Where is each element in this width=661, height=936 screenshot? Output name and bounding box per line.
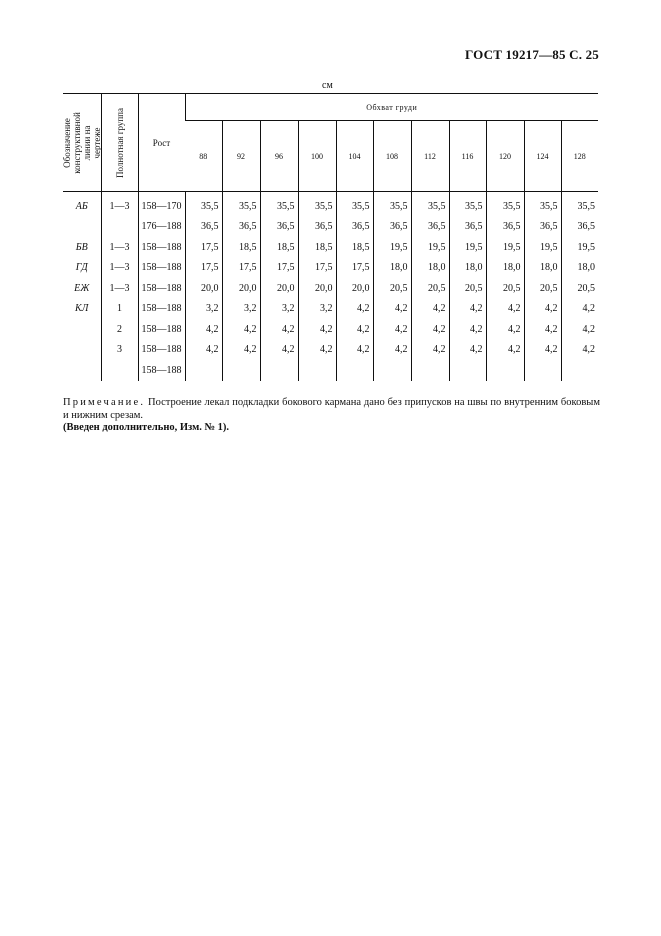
amendment: (Введен дополнительно, Изм. № 1).	[63, 422, 230, 433]
header-size: 92	[222, 121, 260, 192]
cell-value: 4,2	[373, 299, 411, 320]
cell-value	[449, 360, 486, 381]
cell-group	[101, 360, 138, 381]
cell-value: 4,2	[260, 319, 298, 340]
cell-height: 158—188	[138, 299, 185, 320]
note	[63, 396, 600, 422]
cell-value: 20,5	[449, 278, 486, 299]
cell-value: 4,2	[373, 319, 411, 340]
cell-height: 158—188	[138, 278, 185, 299]
cell-value: 3,2	[222, 299, 260, 320]
cell-value: 36,5	[185, 217, 222, 238]
cell-value: 35,5	[449, 192, 486, 217]
cell-value: 19,5	[411, 237, 449, 258]
table-body	[63, 192, 598, 381]
header-size: 124	[524, 121, 561, 192]
cell-value: 4,2	[561, 299, 598, 320]
unit-label: см	[322, 80, 333, 91]
cell-value: 20,0	[298, 278, 336, 299]
cell-value: 36,5	[561, 217, 598, 238]
cell-value: 19,5	[449, 237, 486, 258]
cell-group	[101, 217, 138, 238]
cell-value: 20,0	[185, 278, 222, 299]
cell-line	[63, 340, 101, 361]
cell-value: 36,5	[449, 217, 486, 238]
cell-value: 36,5	[260, 217, 298, 238]
header-size: 88	[185, 121, 222, 192]
cell-value	[561, 360, 598, 381]
cell-value: 35,5	[486, 192, 524, 217]
cell-value: 17,5	[185, 237, 222, 258]
cell-height: 158—188	[138, 360, 185, 381]
table-row	[63, 319, 598, 340]
cell-value: 35,5	[561, 192, 598, 217]
cell-value: 36,5	[373, 217, 411, 238]
cell-value: 19,5	[486, 237, 524, 258]
cell-value: 36,5	[298, 217, 336, 238]
cell-value: 4,2	[524, 299, 561, 320]
cell-height: 158—170	[138, 192, 185, 217]
header-size: 116	[449, 121, 486, 192]
cell-value: 3,2	[185, 299, 222, 320]
cell-value: 4,2	[260, 340, 298, 361]
cell-value: 36,5	[411, 217, 449, 238]
cell-value: 18,0	[524, 258, 561, 279]
cell-height: 176—188	[138, 217, 185, 238]
header-size: 128	[561, 121, 598, 192]
header-designation-text: Обозначение конструктивной линии на чертеже	[61, 111, 102, 174]
cell-value: 35,5	[373, 192, 411, 217]
header-chest: Обхват груди	[185, 94, 598, 121]
cell-line	[63, 217, 101, 238]
cell-height: 158—188	[138, 237, 185, 258]
cell-value: 4,2	[561, 319, 598, 340]
cell-value: 4,2	[524, 340, 561, 361]
data-table	[63, 93, 598, 381]
cell-value: 4,2	[185, 319, 222, 340]
cell-value: 17,5	[336, 258, 373, 279]
cell-group: 2	[101, 319, 138, 340]
header-size: 112	[411, 121, 449, 192]
cell-value: 18,0	[411, 258, 449, 279]
cell-value: 20,5	[486, 278, 524, 299]
cell-group: 1—3	[101, 237, 138, 258]
header-height: Рост	[138, 94, 185, 192]
cell-value: 18,5	[260, 237, 298, 258]
cell-value: 4,2	[336, 319, 373, 340]
cell-value: 4,2	[222, 319, 260, 340]
cell-value: 18,0	[561, 258, 598, 279]
cell-value: 35,5	[260, 192, 298, 217]
cell-value	[336, 360, 373, 381]
cell-line: КЛ	[75, 303, 89, 315]
cell-value: 20,5	[411, 278, 449, 299]
cell-value: 18,0	[486, 258, 524, 279]
cell-line	[63, 360, 101, 381]
table-row	[63, 217, 598, 238]
header-size: 96	[260, 121, 298, 192]
header-fullness	[101, 94, 138, 192]
cell-value: 4,2	[524, 319, 561, 340]
cell-value	[373, 360, 411, 381]
cell-value: 4,2	[449, 299, 486, 320]
table-row	[63, 299, 598, 320]
table-row	[63, 192, 598, 217]
cell-value: 35,5	[222, 192, 260, 217]
cell-value: 18,5	[222, 237, 260, 258]
note-text: Построение лекал подкладки бокового кармана дано без припусков на швы по внутренним боковым и нижним срезам.	[63, 397, 600, 421]
cell-value: 4,2	[222, 340, 260, 361]
cell-value: 20,5	[373, 278, 411, 299]
cell-value: 4,2	[411, 319, 449, 340]
cell-value	[185, 360, 222, 381]
cell-line: ГД	[75, 262, 88, 274]
cell-value: 19,5	[373, 237, 411, 258]
cell-value: 35,5	[336, 192, 373, 217]
cell-value	[260, 360, 298, 381]
cell-value: 4,2	[449, 340, 486, 361]
cell-value: 35,5	[298, 192, 336, 217]
cell-value: 17,5	[222, 258, 260, 279]
cell-value: 36,5	[524, 217, 561, 238]
table-row	[63, 278, 598, 299]
table-row	[63, 258, 598, 279]
cell-value: 20,0	[336, 278, 373, 299]
cell-value	[411, 360, 449, 381]
cell-value: 4,2	[486, 340, 524, 361]
cell-value: 3,2	[260, 299, 298, 320]
cell-height: 158—188	[138, 319, 185, 340]
header-size: 120	[486, 121, 524, 192]
cell-group: 1	[101, 299, 138, 320]
cell-group: 1—3	[101, 192, 138, 217]
cell-value: 3,2	[298, 299, 336, 320]
cell-value: 4,2	[411, 299, 449, 320]
cell-value: 36,5	[486, 217, 524, 238]
cell-value: 19,5	[561, 237, 598, 258]
header-fullness-text: Полнотная группа	[114, 107, 125, 178]
cell-group: 3	[101, 340, 138, 361]
cell-value: 18,5	[298, 237, 336, 258]
cell-value	[486, 360, 524, 381]
cell-value: 35,5	[524, 192, 561, 217]
header-size: 104	[336, 121, 373, 192]
cell-line	[63, 319, 101, 340]
cell-value: 18,5	[336, 237, 373, 258]
cell-value: 4,2	[486, 299, 524, 320]
header-size: 108	[373, 121, 411, 192]
cell-value: 4,2	[486, 319, 524, 340]
cell-value: 18,0	[449, 258, 486, 279]
cell-value: 17,5	[298, 258, 336, 279]
table-row	[63, 360, 598, 381]
cell-line: АБ	[75, 200, 88, 212]
cell-value: 4,2	[449, 319, 486, 340]
cell-height: 158—188	[138, 258, 185, 279]
cell-value: 18,0	[373, 258, 411, 279]
cell-group: 1—3	[101, 258, 138, 279]
header-designation	[63, 94, 101, 192]
cell-value: 19,5	[524, 237, 561, 258]
cell-value: 35,5	[185, 192, 222, 217]
cell-value: 4,2	[373, 340, 411, 361]
cell-value	[524, 360, 561, 381]
table-row	[63, 237, 598, 258]
cell-line: БВ	[75, 241, 88, 253]
cell-line: ЕЖ	[74, 282, 90, 294]
cell-value: 20,0	[260, 278, 298, 299]
cell-value: 17,5	[185, 258, 222, 279]
cell-value: 4,2	[298, 340, 336, 361]
cell-value: 36,5	[336, 217, 373, 238]
cell-value: 4,2	[185, 340, 222, 361]
cell-value: 4,2	[336, 340, 373, 361]
note-label: Примечание.	[63, 397, 146, 408]
cell-value: 20,0	[222, 278, 260, 299]
cell-value: 4,2	[336, 299, 373, 320]
header-size: 100	[298, 121, 336, 192]
cell-value: 4,2	[411, 340, 449, 361]
cell-value: 20,5	[561, 278, 598, 299]
cell-value: 4,2	[298, 319, 336, 340]
cell-value	[298, 360, 336, 381]
cell-value: 17,5	[260, 258, 298, 279]
cell-value	[222, 360, 260, 381]
cell-value: 36,5	[222, 217, 260, 238]
table-row	[63, 340, 598, 361]
page-header: ГОСТ 19217—85 С. 25	[465, 47, 599, 62]
cell-value: 4,2	[561, 340, 598, 361]
cell-value: 20,5	[524, 278, 561, 299]
cell-group: 1—3	[101, 278, 138, 299]
cell-height: 158—188	[138, 340, 185, 361]
cell-value: 35,5	[411, 192, 449, 217]
